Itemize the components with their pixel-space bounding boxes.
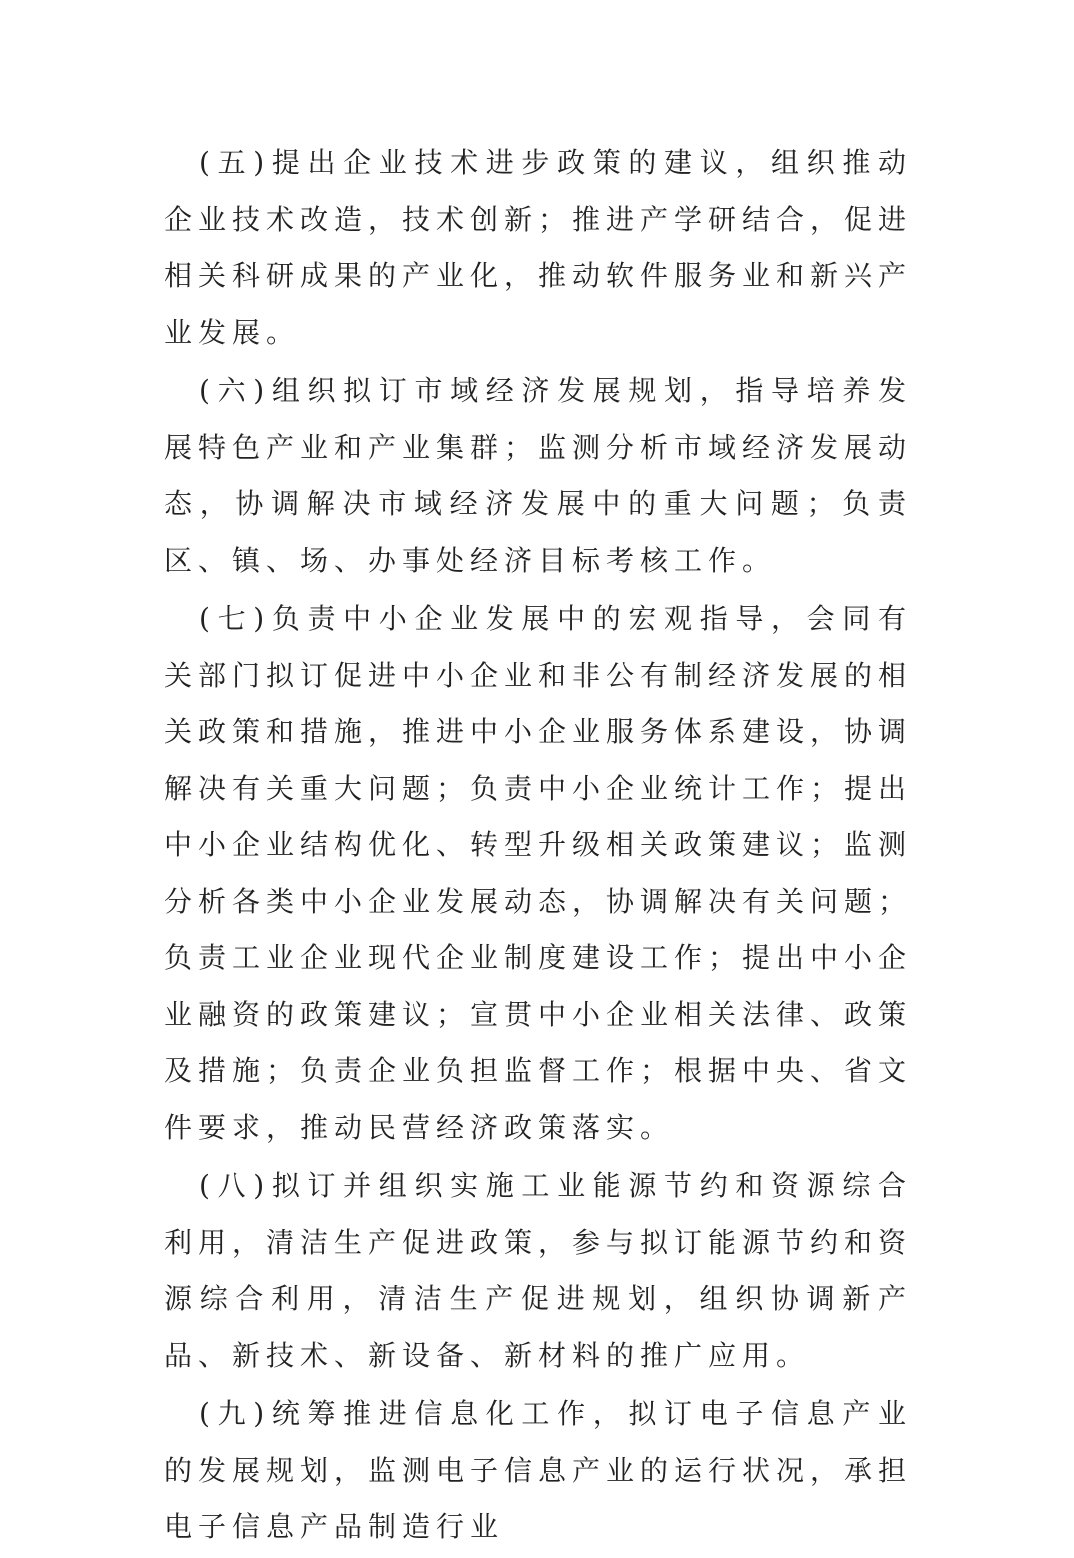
paragraph-5: (五)提出企业技术进步政策的建议，组织推动企业技术改造，技术创新；推进产学研结合，促进相关科研成果的产业化，推动软件服务业和新兴产业发展。	[164, 146, 913, 349]
document-body	[164, 135, 912, 1558]
paragraph-9: (九)统筹推进信息化工作，拟订电子信息产业的发展规划，监测电子信息产业的运行状况，承担电子信息产品制造行业	[164, 1397, 913, 1543]
paragraph-7: (七)负责中小企业发展中的宏观指导，会同有关部门拟订促进中小企业和非公有制经济发展的相关政策和措施，推进中小企业服务体系建设，协调解决有关重大问题；负责中小企业统计工作；提出中小企业结构优化、转型升级相关政策建议；监测分析各类中小企业发展动态，协调解决有关问题；负责工业企业现代企业制度建设工作；提出中小企业融资的政策建议；宣贯中小企业相关法律、政策及措施；负责企业负担监督工作；根据中央、省文件要求，推动民营经济政策落实。	[164, 602, 913, 1144]
paragraph-6: (六)组织拟订市域经济发展规划，指导培养发展特色产业和产业集群；监测分析市域经济发展动态，协调解决市域经济发展中的重大问题；负责区、镇、场、办事处经济目标考核工作。	[164, 374, 913, 577]
paragraph-8: (八)拟订并组织实施工业能源节约和资源综合利用，清洁生产促进政策，参与拟订能源节约和资源综合利用，清洁生产促进规划，组织协调新产品、新技术、新设备、新材料的推广应用。	[164, 1169, 913, 1372]
